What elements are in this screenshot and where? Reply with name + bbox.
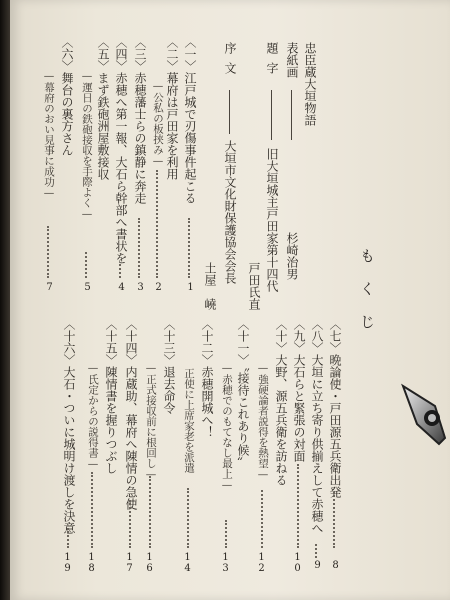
- dash-rule: [291, 90, 292, 140]
- leader-dots: [187, 488, 189, 548]
- leader-dots: [188, 218, 190, 278]
- entry-2-subtitle: —公私の板挟み—: [152, 80, 164, 167]
- entry-13-title: 〈十三〉退去命令: [162, 318, 176, 414]
- book-spine-shadow: [0, 0, 10, 600]
- toc-page: [10, 0, 450, 600]
- entry-9-page: 10: [292, 552, 303, 574]
- leader-dots: [315, 544, 317, 558]
- dash-rule: [271, 90, 272, 140]
- entry-4-page: 4: [116, 282, 127, 293]
- inscription-label: 題字: [265, 42, 279, 82]
- book-title: 忠臣蔵大垣物語: [303, 42, 317, 126]
- entry-1-title: 〈一〉江戸城で刃傷事件起こる: [183, 36, 197, 204]
- entry-4-title: 〈四〉赤穂へ第一報、大石ら幹部へ書状を: [114, 36, 128, 264]
- entry-14-title: 〈十四〉内蔵助、幕府へ陳情の急使: [124, 318, 138, 510]
- entry-16-page: 19: [62, 552, 73, 574]
- entry-11-subtitle: —赤穂でのもてなし最上—: [221, 362, 233, 491]
- entry-10-title: 〈十〉大野、源五兵衛を訪ねる: [274, 318, 288, 486]
- entry-7-title: 〈七〉晩論使・戸田源五兵衛出発: [328, 318, 342, 498]
- cover-painting-name: 杉崎治男: [285, 232, 299, 280]
- inscription-source: 旧大垣城主戸田家第十四代: [265, 148, 279, 292]
- entry-14-page: 17: [124, 552, 135, 574]
- entry-6-page: 7: [44, 282, 55, 293]
- entry-9-title: 〈九〉大石らと緊張の対面: [292, 318, 306, 462]
- preface-name: 土屋 嶢: [203, 262, 217, 310]
- entry-15-page: 18: [86, 552, 97, 574]
- entry-13-page: 16: [144, 552, 155, 574]
- leader-dots: [91, 472, 93, 548]
- page-title: もくじ: [358, 248, 376, 347]
- cover-painting-label: 表紙画: [285, 42, 299, 78]
- leader-dots: [67, 528, 69, 548]
- entry-11-title: 〈十一〉〝接待これあり候〟: [236, 318, 250, 468]
- leader-dots: [138, 218, 140, 278]
- entry-7-page: 8: [330, 560, 341, 571]
- entry-12-page: 14: [182, 552, 193, 574]
- entry-13-subtitle: —正式接収前に根回し—: [145, 362, 157, 481]
- entry-10-subtitle: —強硬論者説得を熱望—: [257, 362, 269, 481]
- entry-8-title: 〈八〉大垣に立ち寄り供揃えして赤穂へ: [310, 318, 324, 534]
- preface-label: 序文: [223, 42, 237, 82]
- leader-dots: [85, 252, 87, 278]
- entry-5-page: 5: [82, 282, 93, 293]
- leader-dots: [119, 264, 121, 278]
- leader-dots: [156, 170, 158, 278]
- entry-15-title: 〈十五〉陳情書を握りつぶし: [104, 318, 118, 474]
- entry-8-page: 9: [312, 560, 323, 571]
- leader-dots: [297, 464, 299, 548]
- entry-15-subtitle: —氏定からの説得書—: [87, 362, 99, 470]
- entry-12-subtitle: 正使に上席家老を派遣: [183, 368, 195, 473]
- entry-2-title: 〈二〉幕府は戸田家を利用: [165, 36, 179, 180]
- leader-dots: [333, 492, 335, 548]
- entry-1-page: 1: [185, 282, 196, 293]
- entry-16-title: 〈十六〉大石・ついに城明け渡しを決意: [62, 318, 76, 534]
- entry-3-page: 3: [135, 282, 146, 293]
- leader-dots: [225, 520, 227, 548]
- entry-6-title: 〈六〉舞台の裏方さん: [60, 36, 74, 156]
- inscription-name: 戸田氏直: [247, 262, 261, 310]
- leader-dots: [149, 476, 151, 548]
- entry-3-title: 〈三〉赤穂藩士らの鎮静に奔走: [133, 36, 147, 204]
- leader-dots: [129, 500, 131, 548]
- entry-5-title: 〈五〉まず鉄砲洲屋敷接収: [96, 36, 110, 180]
- entry-12-title: 〈十二〉赤穂開城へ！: [200, 318, 214, 438]
- leader-dots: [261, 490, 263, 548]
- binder-clip-icon: [395, 378, 450, 448]
- dash-rule: [229, 90, 230, 134]
- entry-10-page: 12: [256, 552, 267, 574]
- entry-5-subtitle: —運日の鉄砲接収を手際よく—: [81, 70, 93, 220]
- leader-dots: [47, 226, 49, 278]
- entry-11-page: 13: [220, 552, 231, 574]
- entry-2-page: 2: [153, 282, 164, 293]
- entry-6-subtitle: —幕府のおい見事に成功—: [43, 70, 55, 199]
- preface-source: 大垣市文化財保護協会会長: [223, 140, 237, 284]
